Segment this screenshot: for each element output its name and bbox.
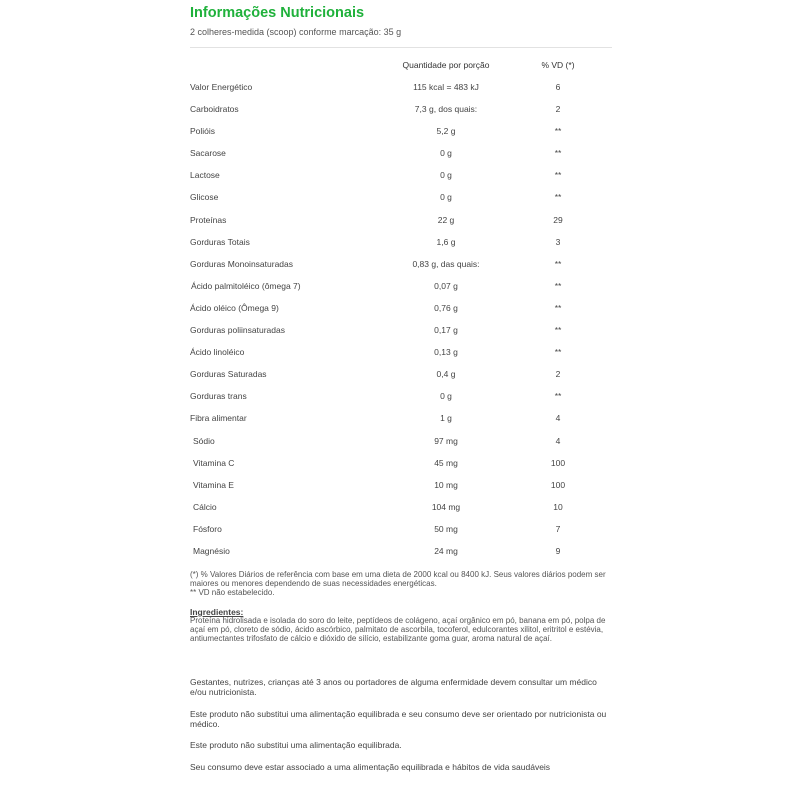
table-row — [190, 209, 612, 231]
column-header-dv: % VD (*) — [541, 60, 575, 70]
table-row — [190, 407, 612, 429]
nutrient-name: Valor Energético — [190, 82, 253, 92]
nutrient-quantity: 0 g — [440, 170, 452, 181]
nutrient-quantity: 0,4 g — [436, 369, 456, 380]
nutrient-dv: ** — [554, 325, 562, 336]
nutrient-dv: ** — [554, 126, 562, 137]
nutrition-table — [190, 76, 612, 562]
nutrient-name: Sódio — [193, 435, 215, 446]
nutrient-quantity: 1 g — [440, 413, 452, 424]
nutrient-dv: ** — [554, 170, 562, 181]
table-row — [190, 253, 612, 275]
table-row — [190, 363, 612, 385]
nutrient-quantity: 104 mg — [431, 501, 461, 512]
nutrient-name: Carboidratos — [190, 104, 239, 115]
nutrient-dv: 100 — [550, 457, 566, 468]
nutrient-dv: 2 — [555, 104, 561, 115]
nutrient-dv: ** — [554, 391, 562, 402]
table-row — [190, 98, 612, 120]
nutrient-quantity: 0,83 g, das quais: — [412, 258, 480, 269]
nutrient-quantity: 7,3 g, dos quais: — [414, 104, 478, 115]
footnote-dv-not-established: ** VD não estabelecido. — [190, 588, 275, 597]
nutrient-quantity: 97 mg — [434, 435, 458, 446]
warning-not-substitute-oriented: Este produto não substitui uma alimentação equilibrada e seu consumo deve ser orientado por nutricionista ou médico. — [190, 709, 607, 729]
table-row — [190, 474, 612, 496]
nutrient-quantity: 22 g — [437, 214, 455, 225]
nutrient-name: Vitamina E — [193, 479, 234, 490]
nutrient-dv: ** — [554, 148, 562, 159]
nutrient-name: Glicose — [190, 192, 219, 203]
warning-healthy-habits: Seu consumo deve estar associado a uma alimentação equilibrada e hábitos de vida saudáveis — [190, 762, 551, 772]
ingredients-text: Proteína hidrolisada e isolada do soro do leite, peptídeos de colágeno, açaí orgânico em pó, banana em pó, polpa de açaí em pó, cloreto de sódio, ácido ascórbico, palmitato de ascorbila, tocoferol, edulcorantes xilitol, eritritol e estévia, antiumectantes trifosfato de cálcio e dióxido de silício, estabilizante goma guar, aroma natural de açaí. — [190, 616, 606, 643]
serving-size: 2 colheres-medida (scoop) conforme marcação: 35 g — [190, 27, 402, 37]
nutrient-quantity: 115 kcal = 483 kJ — [413, 82, 479, 92]
table-row — [190, 164, 612, 186]
table-row — [190, 297, 612, 319]
nutrient-name: Polióis — [190, 126, 216, 137]
nutrient-dv: 4 — [555, 435, 561, 446]
nutrient-dv: 3 — [555, 236, 561, 247]
nutrient-name: Vitamina C — [193, 457, 235, 468]
table-row — [190, 275, 612, 297]
nutrient-dv: 29 — [553, 214, 563, 225]
nutrient-name: Fibra alimentar — [190, 413, 247, 424]
nutrient-quantity: 0,13 g — [434, 347, 458, 358]
table-row — [190, 496, 612, 518]
nutrient-quantity: 0,07 g — [434, 280, 458, 291]
nutrient-dv: ** — [554, 192, 562, 203]
nutrient-dv: 6 — [555, 82, 561, 92]
nutrient-quantity: 5,2 g — [436, 126, 456, 137]
nutrient-dv: 7 — [555, 523, 561, 534]
table-row — [190, 452, 612, 474]
table-row — [190, 430, 612, 452]
nutrient-quantity: 0 g — [440, 192, 452, 203]
nutrient-name: Gorduras Totais — [190, 236, 250, 247]
table-row — [190, 231, 612, 253]
column-header-quantity: Quantidade por porção — [402, 60, 490, 70]
nutrient-quantity: 50 mg — [434, 523, 458, 534]
nutrient-dv: ** — [554, 258, 562, 269]
nutrient-quantity: 0 g — [440, 148, 452, 159]
nutrient-name: Gorduras Monoinsaturadas — [190, 258, 294, 269]
nutrient-dv: 10 — [553, 501, 563, 512]
nutrient-name: Ácido oléico (Ômega 9) — [190, 302, 279, 313]
nutrient-quantity: 10 mg — [434, 479, 458, 490]
nutrient-quantity: 0 g — [440, 391, 452, 402]
table-row — [190, 518, 612, 540]
ingredients-title: Ingredientes: — [190, 607, 244, 617]
nutrient-dv: ** — [554, 302, 562, 313]
footnote — [190, 570, 610, 597]
nutrient-name: Proteínas — [190, 214, 227, 225]
footnote-dv-reference: (*) % Valores Diários de referência com base em uma dieta de 2000 kcal ou 8400 kJ. Seus valores diários podem ser maiores ou menores dependendo de suas necessidades energéticas. — [190, 570, 606, 588]
nutrient-name: Gorduras poliinsaturadas — [190, 325, 285, 336]
table-row — [190, 341, 612, 363]
nutrient-name: Gorduras Saturadas — [190, 369, 267, 380]
nutrient-name: Gorduras trans — [190, 391, 247, 402]
nutrient-dv: 100 — [550, 479, 566, 490]
table-row — [190, 540, 612, 562]
nutrient-name: Lactose — [190, 170, 220, 181]
header-divider — [190, 47, 612, 48]
nutrient-quantity: 0,76 g — [434, 302, 458, 313]
nutrient-quantity: 1,6 g — [436, 236, 456, 247]
nutrient-quantity: 45 mg — [434, 457, 458, 468]
table-row — [190, 76, 612, 98]
warning-consult-doctor: Gestantes, nutrizes, crianças até 3 anos ou portadores de alguma enfermidade devem consultar um médico e/ou nutricionista. — [190, 677, 597, 697]
nutrient-quantity: 24 mg — [434, 545, 458, 556]
nutrient-dv: ** — [554, 347, 562, 358]
table-row — [190, 142, 612, 164]
table-row — [190, 385, 612, 407]
page-title: Informações Nutricionais — [190, 5, 365, 21]
nutrient-dv: ** — [554, 280, 562, 291]
table-row — [190, 186, 612, 208]
nutrient-dv: 2 — [555, 369, 561, 380]
nutrient-dv: 9 — [555, 545, 561, 556]
nutrient-name: Fósforo — [193, 523, 222, 534]
table-row — [190, 120, 612, 142]
nutrient-name: Cálcio — [193, 501, 217, 512]
warning-not-substitute: Este produto não substitui uma alimentação equilibrada. — [190, 740, 402, 750]
nutrient-quantity: 0,17 g — [434, 325, 458, 336]
nutrient-name: Ácido palmitoléico (ômega 7) — [191, 280, 301, 291]
nutrient-name: Sacarose — [190, 148, 226, 159]
nutrient-name: Magnésio — [193, 545, 230, 556]
nutrient-dv: 4 — [555, 413, 561, 424]
nutrient-name: Ácido linoléico — [190, 347, 245, 358]
table-row — [190, 319, 612, 341]
